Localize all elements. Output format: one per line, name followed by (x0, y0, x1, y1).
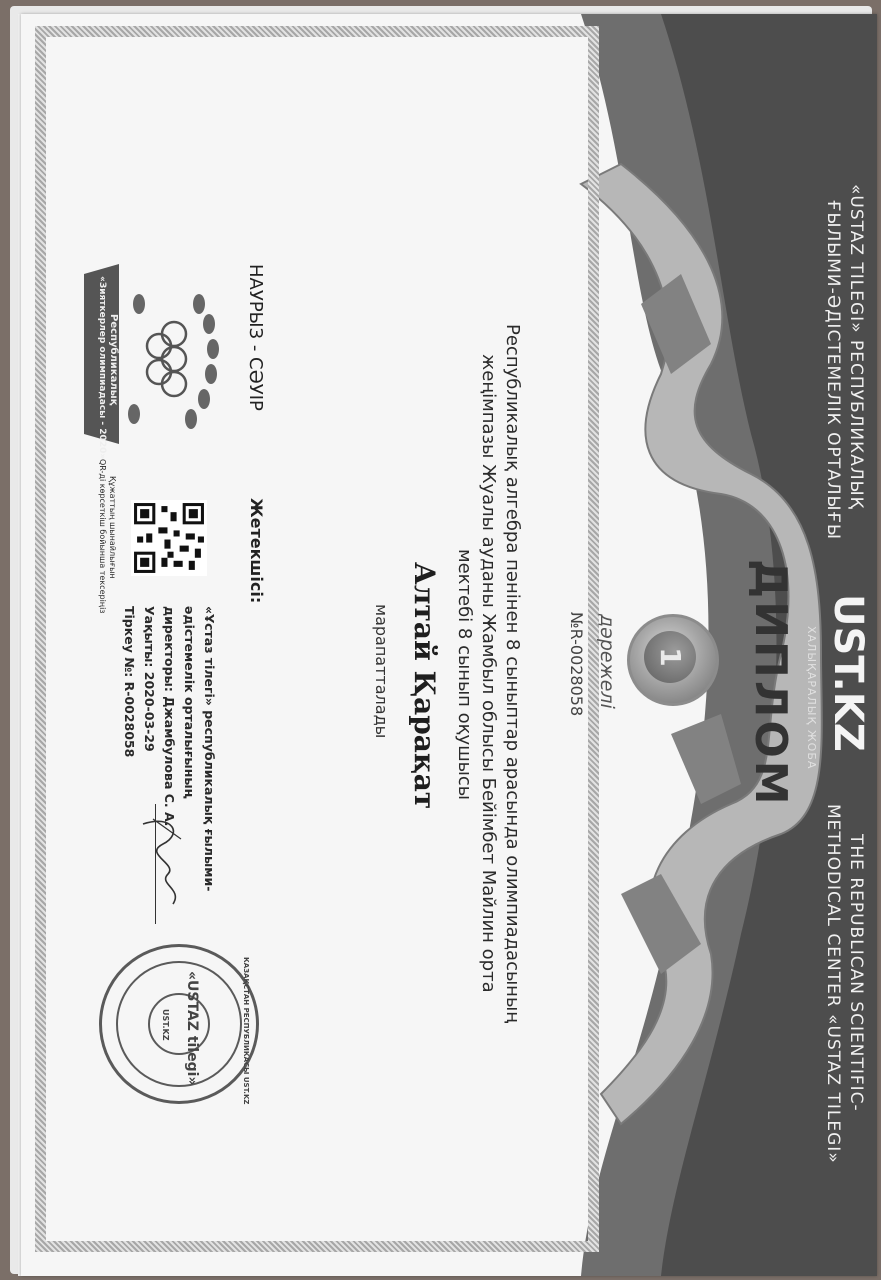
director-line3: директоры: Джамбулова С. А. (162, 606, 177, 827)
awarded-label: марапатталады (372, 604, 391, 739)
director-signature (133, 804, 193, 914)
logo-caption: ХАЛЫҚАРАЛЫҚ ЖОБА (805, 626, 818, 770)
recipient-name: Алтай Қарақат (408, 562, 441, 810)
qr-caption-line1: Құжаттың шынайлығын (108, 476, 117, 579)
org-name-en-line1: THE REPUBLICAN SCIENTIFIC- (846, 834, 866, 1112)
award-text-line1: Республикалық алгебра пәнінен 8 сыныптар арасында олимпиадасының (502, 324, 523, 1024)
diploma-number: №R-0028058 (567, 612, 586, 717)
stamp-ring-text: КАЗАҚСТАН РЕСПУБЛИКАСЫ UST.KZ (242, 957, 250, 1105)
emblem-label-line1: Республикалық (108, 314, 119, 406)
stamp-inner-ring (116, 961, 242, 1087)
stamp-core-text: «USTAZ tilegi» (184, 971, 200, 1086)
diploma-sheet (21, 14, 877, 1276)
stamp-small-text: UST.KZ (161, 1009, 170, 1041)
medal-number: 1 (644, 631, 696, 683)
org-name-en-line2: METHODICAL CENTER «USTAZ TILEGI» (823, 804, 843, 1164)
director-line1: «Ұстаз тілегі» республикалық ғылыми- (202, 606, 217, 892)
ustkz-logo: UST.KZ (825, 594, 871, 752)
qr-caption-line2: QR-ді көрсеткіш бойынша тексеріңіз (98, 459, 107, 614)
official-stamp (99, 944, 259, 1104)
paper-stack-2 (18, 14, 874, 1276)
degree-label: дәрежелі (596, 614, 618, 709)
director-line2: әдістемелік орталығының (182, 606, 197, 799)
event-period: НАУРЫЗ - СӘУІР (245, 264, 266, 411)
diploma-title: ДИПЛОМ (745, 559, 796, 808)
award-text-line2: жеңімпазы Жуалы ауданы Жамбыл облысы Бейімбет Майлин орта (478, 354, 499, 993)
org-name-kz-line1: «USTAZ TILEGI» РЕСПУБЛИКАЛЫҚ (846, 184, 866, 510)
org-name-kz-line2: ҒЫЛЫМИ-ӘДІСТЕМЕЛІК ОРТАЛЫҒЫ (823, 200, 843, 541)
issue-date: Уақыты: 2020-03-29 (142, 606, 157, 752)
award-text-line3: мектебі 8 сынып оқушысы (454, 549, 475, 800)
supervisor-label: Жетекшісі: (247, 498, 266, 604)
first-place-medal (627, 614, 719, 706)
qr-code (131, 500, 207, 576)
emblem-label-line2: «Зияткерлер олимпиадасы - 2020» (97, 276, 107, 460)
registration-number: Тіркеу №: R-0028058 (122, 606, 137, 758)
stamp-core (148, 993, 210, 1055)
